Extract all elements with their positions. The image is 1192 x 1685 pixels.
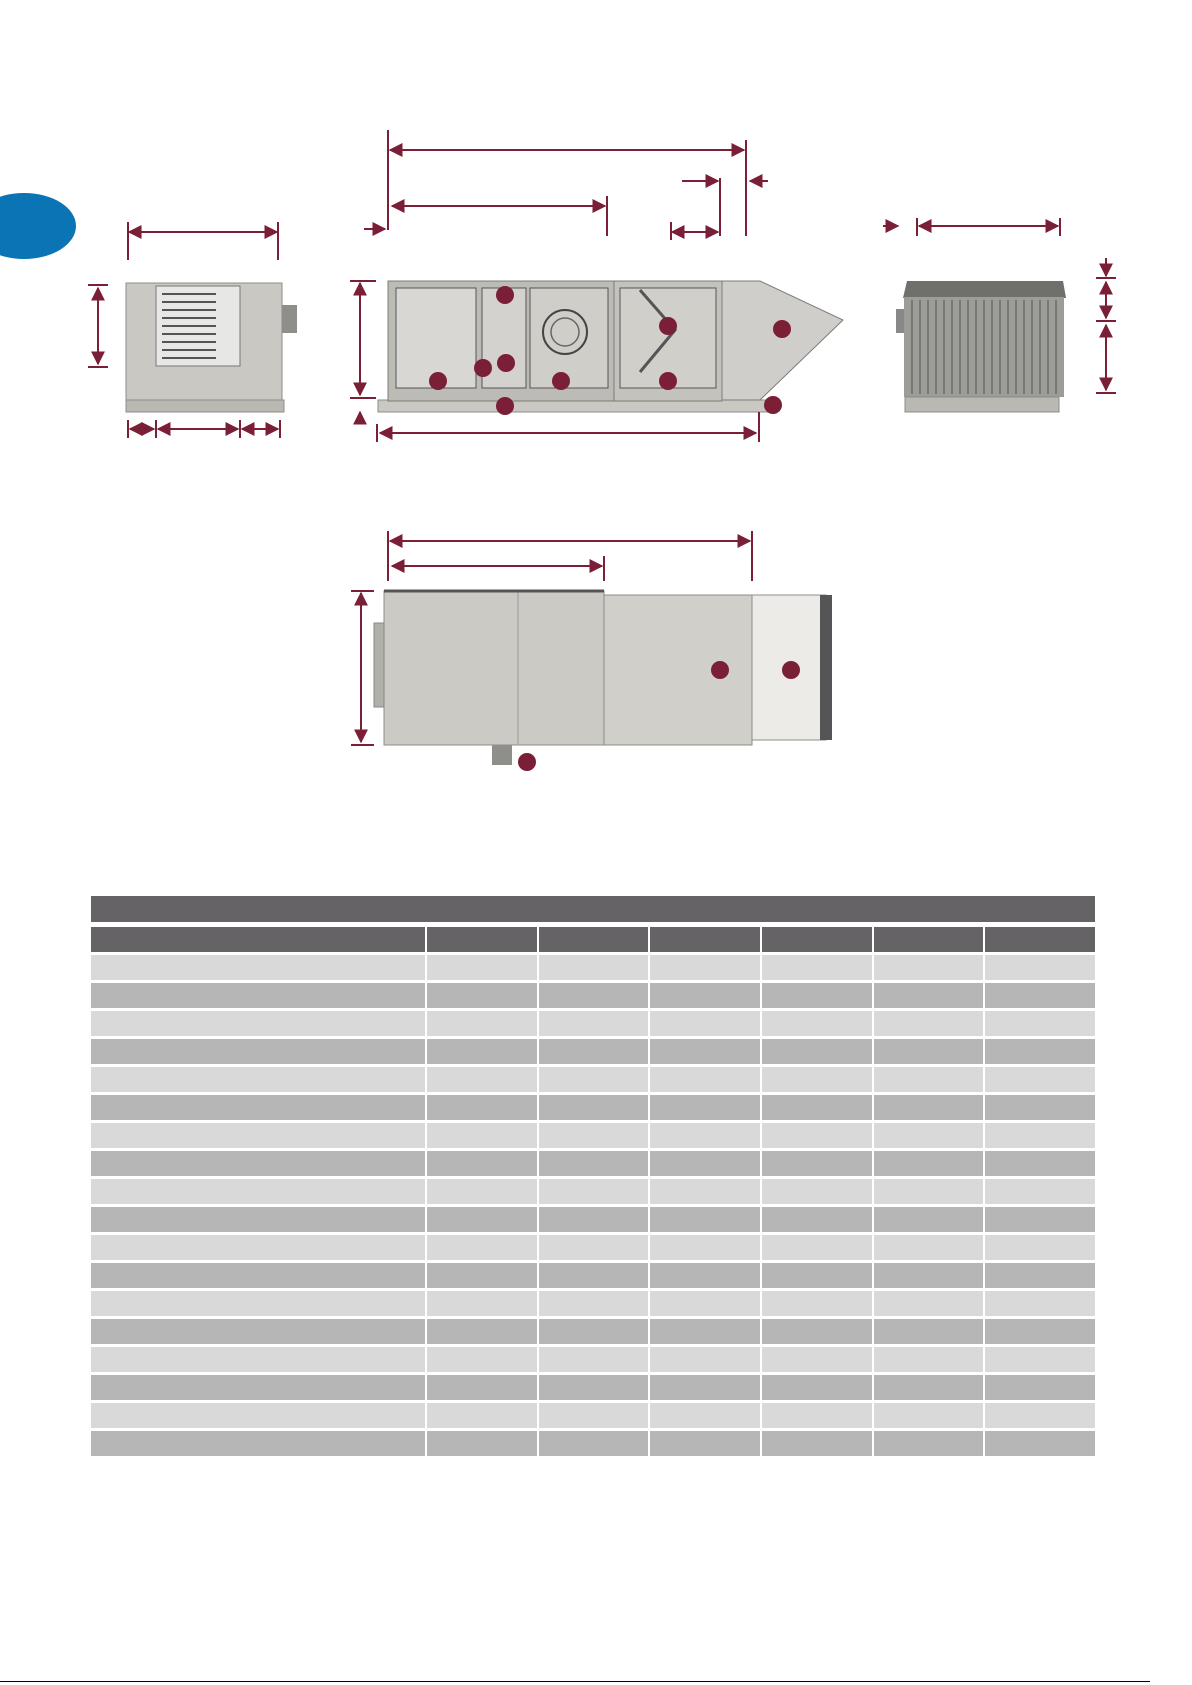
value-cell: [427, 1347, 537, 1372]
value-cell: [427, 1319, 537, 1344]
value-cell: [985, 1403, 1095, 1428]
value-cell: [427, 1179, 537, 1204]
value-cell: [427, 1291, 537, 1316]
value-cell: [874, 1095, 984, 1120]
value-cell: [762, 1319, 872, 1344]
value-cell: [762, 1403, 872, 1428]
row-label-cell: [91, 983, 425, 1008]
value-cell: [650, 1123, 760, 1148]
value-cell: [427, 1039, 537, 1064]
value-cell: [539, 1375, 649, 1400]
row-label-cell: [91, 1235, 425, 1260]
value-cell: [985, 1123, 1095, 1148]
row-label-cell: [91, 1375, 425, 1400]
value-cell: [762, 1151, 872, 1176]
callout-marker: [659, 317, 677, 335]
value-cell: [539, 1039, 649, 1064]
value-cell: [874, 1235, 984, 1260]
value-cell: [874, 1291, 984, 1316]
value-cell: [427, 1235, 537, 1260]
value-cell: [539, 1235, 649, 1260]
value-cell: [539, 1151, 649, 1176]
row-label-cell: [91, 1207, 425, 1232]
footer-rule: [0, 1681, 1150, 1682]
value-cell: [762, 983, 872, 1008]
value-cell: [650, 1039, 760, 1064]
row-label-cell: [91, 1011, 425, 1036]
table-title: [91, 896, 1095, 922]
callout-marker: [773, 320, 791, 338]
column-header: [762, 927, 872, 952]
row-label-cell: [91, 1403, 425, 1428]
value-cell: [539, 1403, 649, 1428]
callout-marker: [782, 661, 800, 679]
value-cell: [985, 1375, 1095, 1400]
row-label-cell: [91, 955, 425, 980]
value-cell: [985, 1431, 1095, 1456]
table-row: [91, 1263, 1095, 1288]
rear-view-drawing: [896, 281, 1066, 412]
callout-marker: [497, 354, 515, 372]
callout-marker: [496, 286, 514, 304]
value-cell: [427, 1403, 537, 1428]
value-cell: [650, 1263, 760, 1288]
row-label-cell: [91, 1095, 425, 1120]
row-label-cell: [91, 1431, 425, 1456]
table-row: [91, 1039, 1095, 1064]
value-cell: [539, 1179, 649, 1204]
value-cell: [762, 1375, 872, 1400]
value-cell: [985, 983, 1095, 1008]
value-cell: [874, 1151, 984, 1176]
value-cell: [650, 983, 760, 1008]
value-cell: [985, 1011, 1095, 1036]
table-row: [91, 1011, 1095, 1036]
value-cell: [985, 1179, 1095, 1204]
value-cell: [650, 1151, 760, 1176]
table-row: [91, 1431, 1095, 1456]
value-cell: [985, 1347, 1095, 1372]
specification-table-block: [91, 896, 1095, 1459]
column-header: [427, 927, 537, 952]
value-cell: [762, 1235, 872, 1260]
callout-marker: [474, 359, 492, 377]
table-row: [91, 1347, 1095, 1372]
value-cell: [539, 955, 649, 980]
callout-marker: [659, 372, 677, 390]
value-cell: [985, 1319, 1095, 1344]
value-cell: [539, 1291, 649, 1316]
callout-marker: [711, 661, 729, 679]
table-row: [91, 1291, 1095, 1316]
column-header: [539, 927, 649, 952]
value-cell: [539, 1319, 649, 1344]
value-cell: [874, 1207, 984, 1232]
row-label-cell: [91, 1179, 425, 1204]
row-label-cell: [91, 1291, 425, 1316]
value-cell: [427, 1095, 537, 1120]
value-cell: [539, 1011, 649, 1036]
value-cell: [427, 1123, 537, 1148]
value-cell: [427, 983, 537, 1008]
value-cell: [874, 1011, 984, 1036]
table-row: [91, 1207, 1095, 1232]
table-row: [91, 1123, 1095, 1148]
value-cell: [874, 1319, 984, 1344]
value-cell: [985, 1095, 1095, 1120]
value-cell: [762, 1431, 872, 1456]
value-cell: [874, 1039, 984, 1064]
value-cell: [427, 1011, 537, 1036]
table-row: [91, 983, 1095, 1008]
value-cell: [762, 1263, 872, 1288]
value-cell: [427, 955, 537, 980]
value-cell: [762, 1347, 872, 1372]
column-header: [650, 927, 760, 952]
value-cell: [762, 1291, 872, 1316]
value-cell: [650, 955, 760, 980]
value-cell: [650, 1235, 760, 1260]
table-row: [91, 1179, 1095, 1204]
table-header-row: [91, 927, 1095, 952]
value-cell: [650, 1319, 760, 1344]
side-section-drawing: [378, 281, 843, 412]
value-cell: [874, 1375, 984, 1400]
table-row: [91, 955, 1095, 980]
table-row: [91, 1375, 1095, 1400]
table-row: [91, 1403, 1095, 1428]
table-row: [91, 1319, 1095, 1344]
column-header: [874, 927, 984, 952]
value-cell: [985, 1235, 1095, 1260]
specification-table: [89, 924, 1097, 1459]
value-cell: [650, 1011, 760, 1036]
value-cell: [539, 1347, 649, 1372]
table-row: [91, 1067, 1095, 1092]
value-cell: [874, 1403, 984, 1428]
plan-view-drawing: [374, 591, 832, 765]
value-cell: [874, 983, 984, 1008]
value-cell: [762, 955, 872, 980]
value-cell: [985, 1291, 1095, 1316]
value-cell: [427, 1067, 537, 1092]
table-body: [91, 955, 1095, 1456]
value-cell: [650, 1207, 760, 1232]
value-cell: [539, 1207, 649, 1232]
value-cell: [650, 1067, 760, 1092]
value-cell: [762, 1179, 872, 1204]
table-row: [91, 1151, 1095, 1176]
value-cell: [650, 1403, 760, 1428]
column-header: [985, 927, 1095, 952]
row-label-cell: [91, 1151, 425, 1176]
value-cell: [539, 1095, 649, 1120]
value-cell: [874, 1431, 984, 1456]
callout-marker: [552, 372, 570, 390]
value-cell: [874, 1263, 984, 1288]
value-cell: [650, 1347, 760, 1372]
callout-marker: [496, 397, 514, 415]
value-cell: [427, 1431, 537, 1456]
table-row: [91, 1235, 1095, 1260]
value-cell: [539, 1123, 649, 1148]
value-cell: [985, 1039, 1095, 1064]
end-view-drawing: [126, 283, 297, 412]
value-cell: [539, 1431, 649, 1456]
row-label-cell: [91, 1039, 425, 1064]
value-cell: [762, 1207, 872, 1232]
value-cell: [874, 1179, 984, 1204]
value-cell: [874, 1123, 984, 1148]
value-cell: [985, 1151, 1095, 1176]
value-cell: [539, 1263, 649, 1288]
value-cell: [985, 955, 1095, 980]
column-header: [91, 927, 425, 952]
value-cell: [874, 955, 984, 980]
value-cell: [650, 1291, 760, 1316]
value-cell: [539, 983, 649, 1008]
value-cell: [427, 1263, 537, 1288]
callout-marker: [764, 396, 782, 414]
value-cell: [762, 1011, 872, 1036]
value-cell: [762, 1067, 872, 1092]
value-cell: [539, 1067, 649, 1092]
callout-marker: [429, 372, 447, 390]
value-cell: [650, 1375, 760, 1400]
value-cell: [427, 1375, 537, 1400]
table-row: [91, 1095, 1095, 1120]
value-cell: [985, 1263, 1095, 1288]
value-cell: [985, 1207, 1095, 1232]
callout-marker: [518, 753, 536, 771]
value-cell: [762, 1039, 872, 1064]
value-cell: [762, 1123, 872, 1148]
value-cell: [650, 1095, 760, 1120]
value-cell: [427, 1151, 537, 1176]
row-label-cell: [91, 1123, 425, 1148]
row-label-cell: [91, 1347, 425, 1372]
value-cell: [650, 1179, 760, 1204]
row-label-cell: [91, 1263, 425, 1288]
row-label-cell: [91, 1067, 425, 1092]
value-cell: [985, 1067, 1095, 1092]
value-cell: [427, 1207, 537, 1232]
value-cell: [874, 1067, 984, 1092]
value-cell: [650, 1431, 760, 1456]
value-cell: [762, 1095, 872, 1120]
row-label-cell: [91, 1319, 425, 1344]
value-cell: [874, 1347, 984, 1372]
